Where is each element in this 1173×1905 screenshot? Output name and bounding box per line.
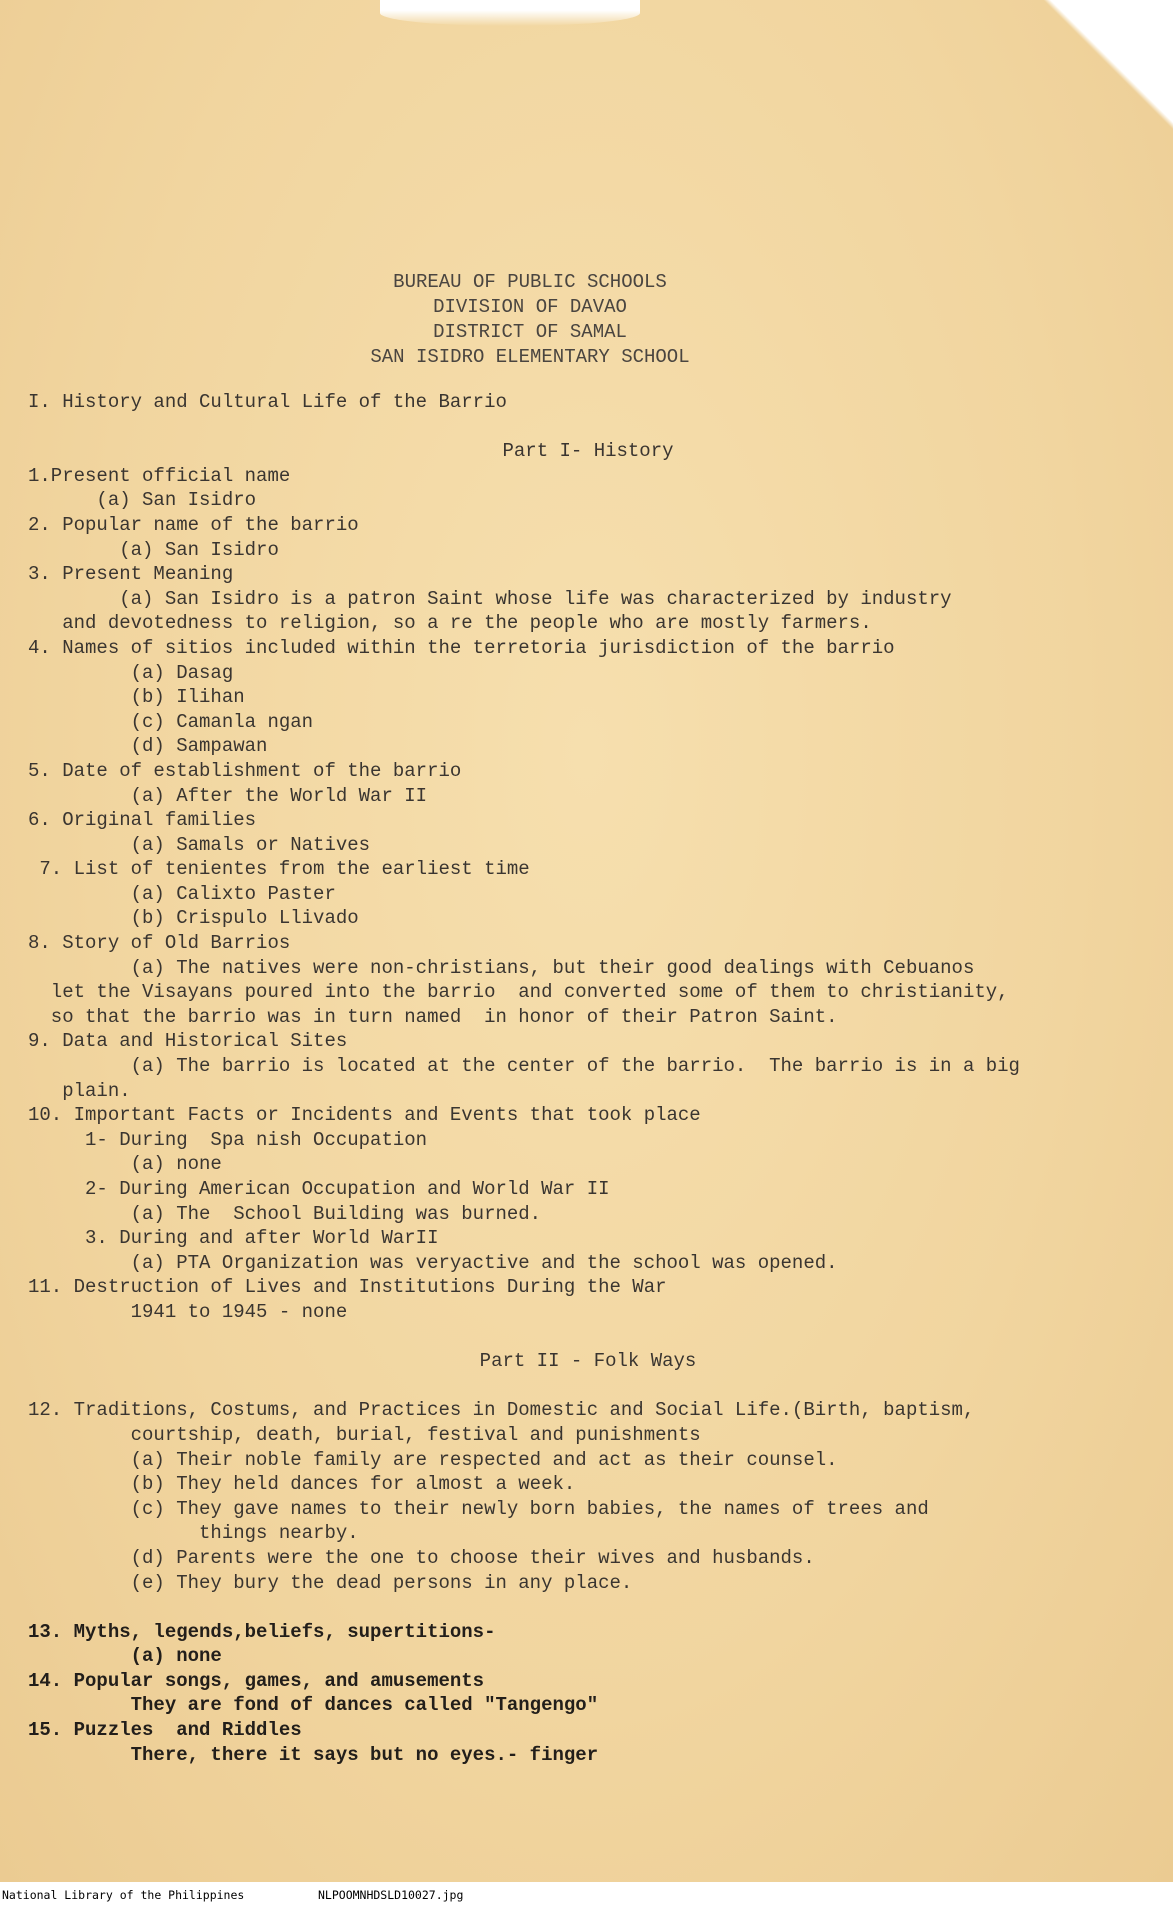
text-line: There, there it says but no eyes.- finger [28,1743,599,1766]
header-line: BUREAU OF PUBLIC SCHOOLS [393,271,667,293]
text-line: 3. Present Meaning [28,563,234,586]
section-title: I. History and Cultural Life of the Barrio [28,391,507,413]
text-line: 8. Story of Old Barrios [28,932,291,955]
text-line: 10. Important Facts or Incidents and Events that took place [28,1104,701,1127]
text-line: 9. Data and Historical Sites [28,1030,348,1053]
archive-footer [0,1885,1173,1905]
text-line: (e) They bury the dead persons in any place. [28,1571,633,1594]
text-line: (b) They held dances for almost a week. [28,1473,576,1496]
text-line: (c) Camanla ngan [28,710,314,733]
torn-corner [1003,0,1173,190]
text-line: so that the barrio was in turn named in honor of their Patron Saint. [28,1005,838,1028]
text-line: (a) none [28,1645,222,1668]
text-line: (a) PTA Organization was veryactive and the school was opened. [28,1251,838,1274]
text-line: 14. Popular songs, games, and amusements [28,1669,485,1692]
part2-title: Part II - Folk Ways [479,1350,697,1373]
text-line: (a) San Isidro is a patron Saint whose life was characterized by industry [28,587,952,610]
text-line: They are fond of dances called "Tangengo" [28,1694,599,1717]
text-line: (d) Parents were the one to choose their wives and husbands. [28,1546,815,1569]
text-line: (a) The barrio is located at the center of the barrio. The barrio is in a big [28,1055,1020,1078]
document-body [28,390,1148,1767]
text-line: 1.Present official name [28,464,291,487]
text-line: courtship, death, burial, festival and punishments [28,1423,701,1446]
text-line: (a) Samals or Natives [28,833,371,856]
text-line: 6. Original families [28,809,257,832]
header-line: DIVISION OF DAVAO [433,296,627,318]
text-line: 12. Traditions, Costums, and Practices in Domestic and Social Life.(Birth, baptism, [28,1399,975,1422]
text-line: (b) Crispulo Llivado [28,907,359,930]
text-line: let the Visayans poured into the barrio and converted some of them to christianity, [28,981,1009,1004]
text-line: (a) Calixto Paster [28,882,336,905]
header-line: SAN ISIDRO ELEMENTARY SCHOOL [370,346,690,368]
text-line: (c) They gave names to their newly born babies, the names of trees and [28,1497,929,1520]
text-line: 3. During and after World WarII [28,1227,439,1250]
text-line: 13. Myths, legends,beliefs, supertitions- [28,1620,496,1643]
text-line: (a) Dasag [28,661,234,684]
text-line: things nearby. [28,1522,359,1545]
text-line: (a) The School Building was burned. [28,1202,542,1225]
text-line: 5. Date of establishment of the barrio [28,759,462,782]
text-line: (a) After the World War II [28,784,428,807]
text-line: 7. List of tenientes from the earliest time [28,858,530,881]
text-line: (b) Ilihan [28,686,245,709]
text-line: 1941 to 1945 - none [28,1300,348,1323]
header-line: DISTRICT OF SAMAL [433,321,627,343]
text-line: plain. [28,1079,131,1102]
text-line: (a) San Isidro [28,538,279,561]
part1-title: Part I- History [502,440,674,463]
footer-filename: NLPOOMNHDSLD10027.jpg [318,1888,464,1902]
text-line: and devotedness to religion, so a re the people who are mostly farmers. [28,612,872,635]
text-line: 15. Puzzles and Riddles [28,1719,302,1742]
text-line: (a) The natives were non-christians, but their good dealings with Cebuanos [28,956,975,979]
text-line: 4. Names of sitios included within the terretoria jurisdiction of the barrio [28,636,895,659]
text-line: (d) Sampawan [28,735,268,758]
text-line: (a) none [28,1153,222,1176]
text-line: 2. Popular name of the barrio [28,513,359,536]
text-line: 11. Destruction of Lives and Institutions During the War [28,1276,667,1299]
footer-source: National Library of the Philippines [2,1888,245,1902]
text-line: 2- During American Occupation and World War II [28,1178,610,1200]
text-line: (a) Their noble family are respected and act as their counsel. [28,1448,838,1471]
torn-top-edge [380,0,640,26]
text-line: 1- During Spa nish Occupation [28,1128,428,1151]
letterhead [330,270,730,370]
text-line: (a) San Isidro [28,489,257,512]
